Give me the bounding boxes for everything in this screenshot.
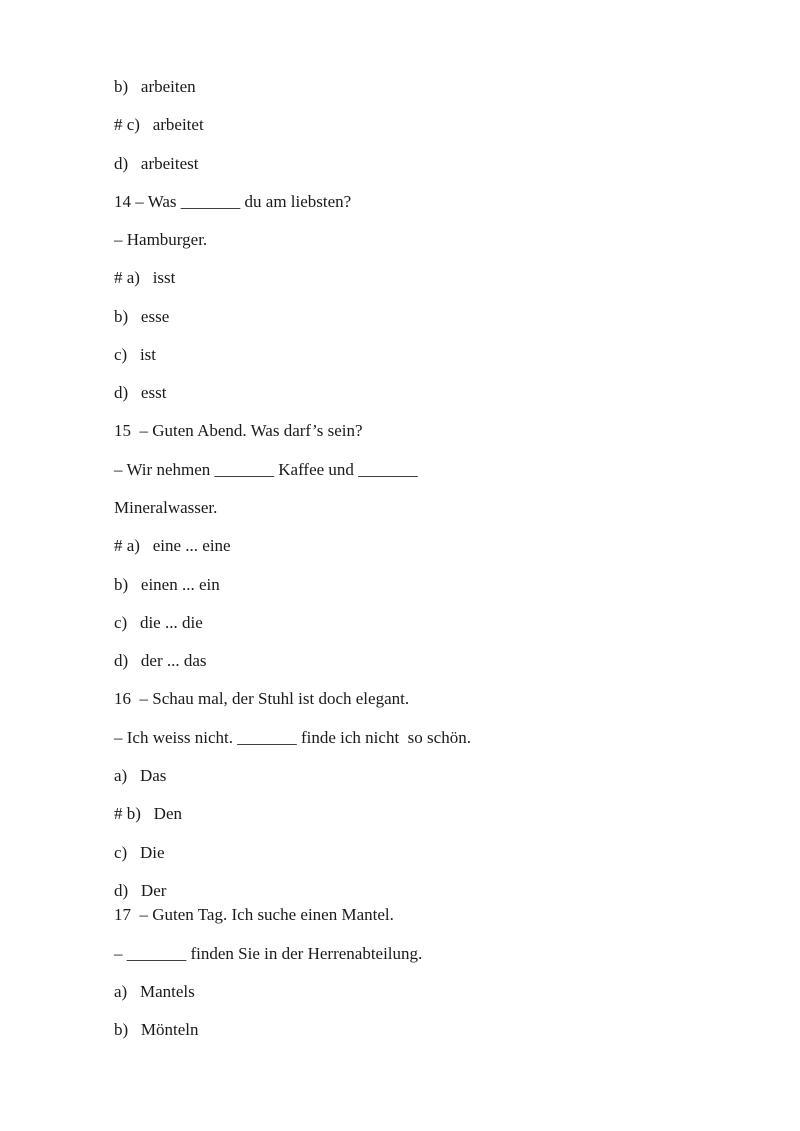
question-15: 15 – Guten Abend. Was darf’s sein? xyxy=(114,421,363,440)
option-c-q16: c) Die xyxy=(114,843,165,862)
option-a-q15-correct: # a) eine ... eine xyxy=(114,536,231,555)
question-14: 14 – Was _______ du am liebsten? xyxy=(114,192,352,211)
question-14-reply: – Hamburger. xyxy=(114,230,208,249)
option-b-q15: b) einen ... ein xyxy=(114,575,220,594)
question-15-reply: – Wir nehmen _______ Kaffee und _______ xyxy=(114,460,418,479)
question-16: 16 – Schau mal, der Stuhl ist doch elegant. xyxy=(114,689,410,708)
option-d-q16: d) Der xyxy=(114,881,167,900)
option-b-q14: b) esse xyxy=(114,307,170,326)
option-d-q13: d) arbeitest xyxy=(114,154,199,173)
option-c-q15: c) die ... die xyxy=(114,613,203,632)
option-a-q14-correct: # a) isst xyxy=(114,268,176,287)
option-b-q17: b) Mönteln xyxy=(114,1020,199,1039)
option-d-q15: d) der ... das xyxy=(114,651,207,670)
option-c-q14: c) ist xyxy=(114,345,157,364)
question-17: 17 – Guten Tag. Ich suche einen Mantel. xyxy=(114,905,394,924)
option-b-q13: b) arbeiten xyxy=(114,77,196,96)
question-16-reply: – Ich weiss nicht. _______ finde ich nicht so schön. xyxy=(114,728,471,747)
question-17-reply: – _______ finden Sie in der Herrenabteilung. xyxy=(114,944,423,963)
question-15-reply-cont: Mineralwasser. xyxy=(114,498,218,517)
option-b-q16-correct: # b) Den xyxy=(114,804,182,823)
option-a-q17: a) Mantels xyxy=(114,982,195,1001)
option-d-q14: d) esst xyxy=(114,383,167,402)
option-a-q16: a) Das xyxy=(114,766,167,785)
option-c-q13-correct: # c) arbeitet xyxy=(114,115,204,134)
